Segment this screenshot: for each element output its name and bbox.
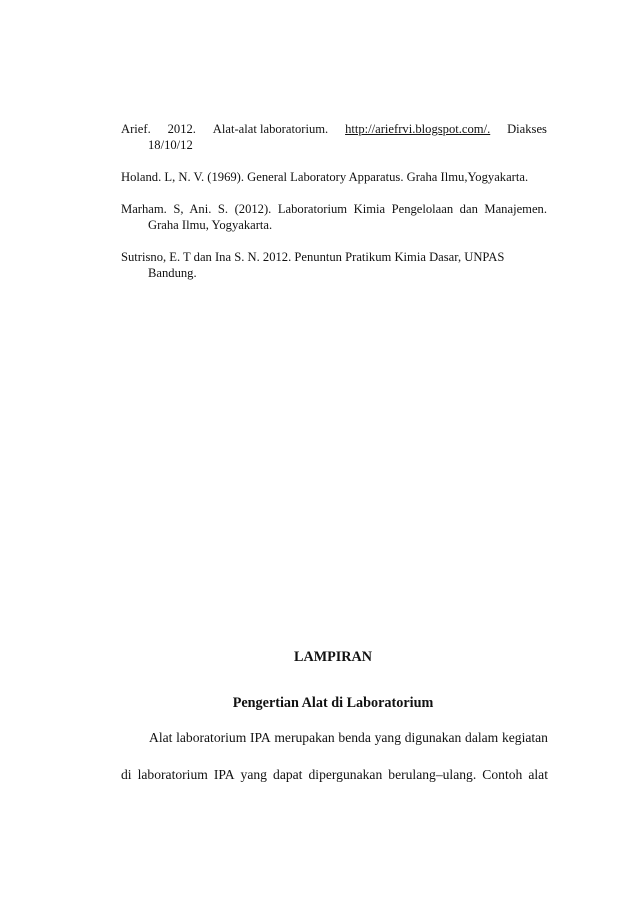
paragraph-word: Alat: [149, 730, 173, 745]
paragraph-word: digunakan: [404, 730, 462, 745]
reference-line: Bandung.: [148, 266, 197, 280]
reference-item: [121, 249, 547, 281]
reference-item: [121, 121, 547, 153]
paragraph-word: IPA: [250, 730, 271, 745]
appendix-heading: LAMPIRAN: [293, 649, 373, 665]
reference-text: Holand. L, N. V. (1969). General Laboratory Apparatus. Graha Ilmu,Yogyakarta.: [121, 170, 529, 184]
reference-date: 18/10/12: [148, 138, 193, 152]
reference-year: 2012.: [167, 122, 196, 136]
reference-item: [121, 201, 547, 233]
paragraph-word: dipergunakan: [308, 767, 383, 782]
reference-accessed: Diakses: [507, 122, 547, 136]
paragraph-word: laboratorium: [137, 767, 208, 782]
paragraph-word: IPA: [213, 767, 235, 782]
reference-item: [121, 169, 547, 185]
paragraph-word: dalam: [465, 730, 499, 745]
paragraph-word: Contoh: [482, 767, 523, 782]
reference-line: [121, 121, 547, 137]
paragraph-word: laboratorium: [176, 730, 247, 745]
paragraph-word: yang: [240, 767, 267, 782]
paragraph-word: benda: [338, 730, 371, 745]
reference-author: Arief.: [121, 122, 151, 136]
reference-title: Alat-alat laboratorium.: [212, 122, 329, 136]
paragraph-word: alat: [528, 767, 548, 782]
reference-line: Marham. S, Ani. S. (2012). Laboratorium Kimia Pengelolaan dan Manajemen.: [121, 202, 547, 216]
appendix-subheading: Pengertian Alat di Laboratorium: [232, 695, 434, 711]
paragraph-word: berulang–ulang.: [388, 767, 477, 782]
reference-line: Graha Ilmu, Yogyakarta.: [148, 218, 273, 232]
paragraph-word: kegiatan: [501, 730, 548, 745]
paragraph-line: [121, 729, 548, 747]
paragraph-word: merupakan: [274, 730, 335, 745]
paragraph-word: di: [121, 767, 132, 782]
paragraph-word: yang: [374, 730, 402, 745]
paragraph-word: dapat: [273, 767, 303, 782]
reference-link[interactable]: http://ariefrvi.blogspot.com/.: [345, 122, 491, 136]
reference-line: Sutrisno, E. T dan Ina S. N. 2012. Penuntun Pratikum Kimia Dasar, UNPAS: [121, 250, 505, 264]
paragraph-line: [121, 766, 548, 784]
reference-list: [121, 121, 547, 297]
